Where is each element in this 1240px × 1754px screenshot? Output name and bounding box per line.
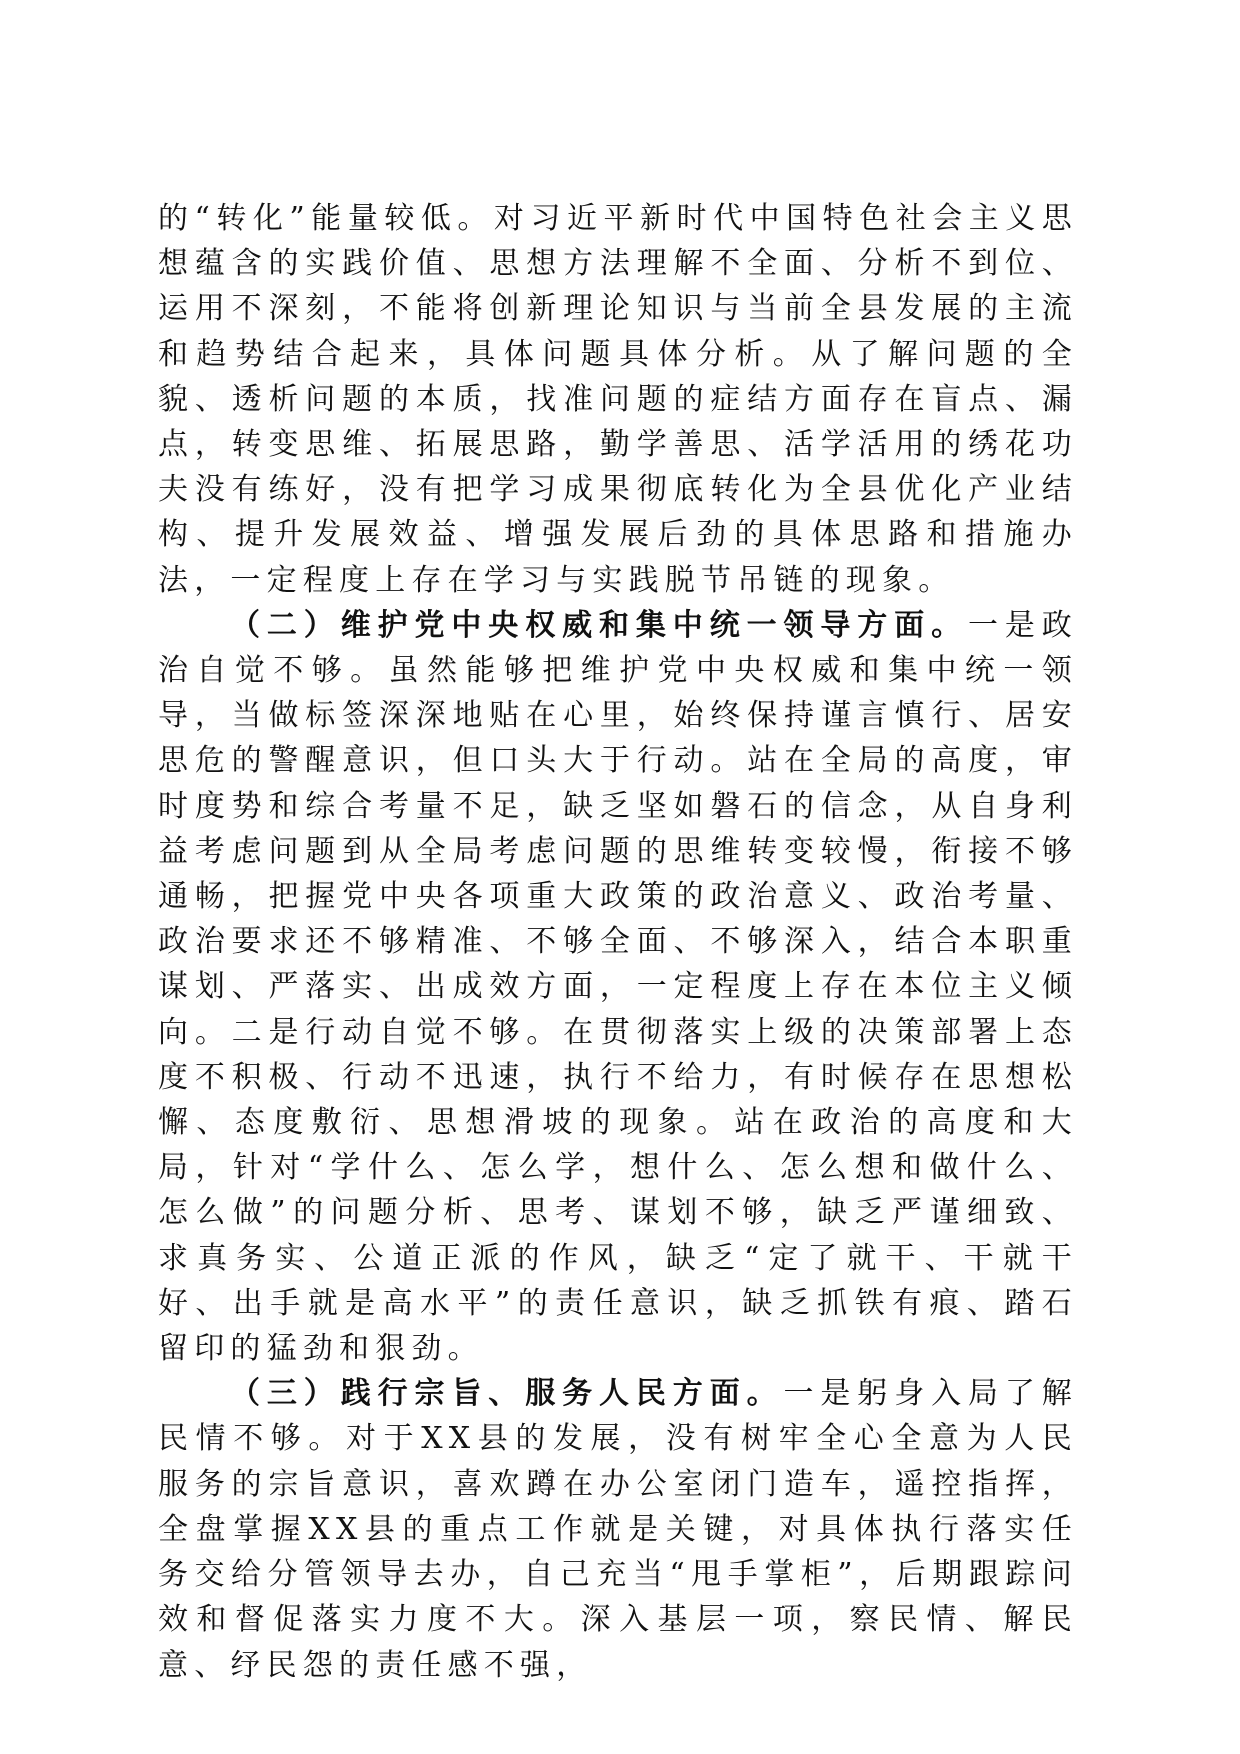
paragraph-text: 的“转化”能量较低。对习近平新时代中国特色社会主义思想蕴含的实践价值、思想方法理解不全面、分析不到位、运用不深刻，不能将创新理论知识与当前全县发展的主流和趋势结合起来，具体问题具体分析。从了解问题的全貌、透析问题的本质，找准问题的症结方面存在盲点、漏点，转变思维、拓展思路，勤学善思、活学活用的绣花功夫没有练好，没有把学习成果彻底转化为全县优化产业结构、提升发展效益、增强发展后劲的具体思路和措施办法，一定程度上存在学习与实践脱节吊链的现象。 bbox=[158, 201, 1078, 598]
paragraph-section-two bbox=[158, 603, 1078, 1371]
section-heading: （三）践行宗旨、服务人民方面。 bbox=[230, 1376, 784, 1412]
document-page bbox=[158, 196, 1078, 1688]
paragraph-text: 一是政治自觉不够。虽然能够把维护党中央权威和集中统一领导，当做标签深深地贴在心里，始终保持谨言慎行、居安思危的警醒意识，但口头大于行动。站在全局的高度，审时度势和综合考量不足，缺乏坚如磐石的信念，从自身利益考虑问题到从全局考虑问题的思维转变较慢，衔接不够通畅，把握党中央各项重大政策的政治意义、政治考量、政治要求还不够精准、不够全面、不够深入，结合本职重谋划、严落实、出成效方面，一定程度上存在本位主义倾向。二是行动自觉不够。在贯彻落实上级的决策部署上态度不积极、行动不迅速，执行不给力，有时候存在思想松懈、态度敷衍、思想滑坡的现象。站在政治的高度和大局，针对“学什么、怎么学，想什么、怎么想和做什么、怎么做”的问题分析、思考、谋划不够，缺乏严谨细致、求真务实、公道正派的作风，缺乏“定了就干、干就干好、出手就是高水平”的责任意识，缺乏抓铁有痕、踏石留印的猛劲和狠劲。 bbox=[158, 607, 1078, 1367]
section-heading: （二）维护党中央权威和集中统一领导方面。 bbox=[230, 607, 968, 643]
paragraph-continuation bbox=[158, 196, 1078, 603]
paragraph-section-three bbox=[158, 1371, 1078, 1687]
paragraph-text: 一是躬身入局了解民情不够。对于XX县的发展，没有树牢全心全意为人民服务的宗旨意识，喜欢蹲在办公室闭门造车，遥控指挥，全盘掌握XX县的重点工作就是关键，对具体执行落实任务交给分管领导去办，自己充当“甩手掌柜”，后期跟踪问效和督促落实力度不大。深入基层一项，察民情、解民意、纾民怨的责任感不强， bbox=[158, 1376, 1078, 1683]
